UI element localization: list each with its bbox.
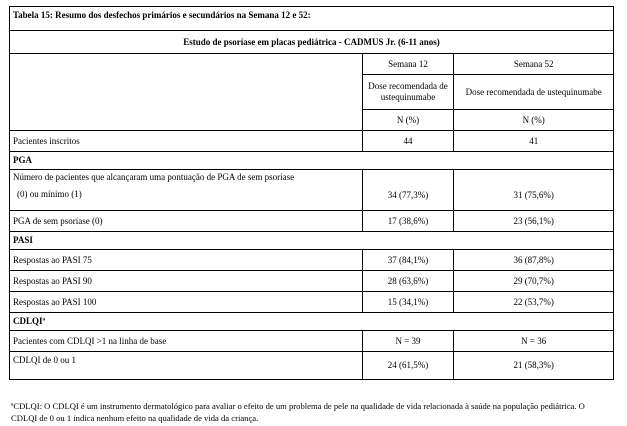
row-label: CDLQI de 0 ou 1	[10, 352, 363, 380]
table-row	[10, 331, 614, 352]
table-row	[10, 131, 614, 152]
row-label	[10, 170, 363, 211]
week-52-value: 41	[454, 131, 614, 152]
week-52-unit: N (%)	[454, 110, 614, 131]
outcomes-table	[9, 6, 614, 380]
table-row	[10, 292, 614, 313]
study-title-row	[10, 31, 614, 54]
section-header-pasi: PASI	[10, 232, 614, 250]
week-52-value: 23 (56,1%)	[454, 211, 614, 232]
week-52-dose: Dose recomendada de ustequinumabe	[454, 75, 614, 110]
week-52-header: Semana 52	[454, 54, 614, 75]
week-52-value: 29 (70,7%)	[454, 271, 614, 292]
week-12-value: 34 (77,3%)	[362, 170, 454, 211]
table-row	[10, 170, 614, 211]
row-label: Respostas ao PASI 75	[10, 250, 363, 271]
row-label-line: (0) ou mínimo (1)	[17, 189, 82, 199]
table-row	[10, 211, 614, 232]
section-header-cdlqi: CDLQIª	[10, 313, 614, 331]
section-row	[10, 232, 614, 250]
section-header-pga: PGA	[10, 152, 614, 170]
row-label: Respostas ao PASI 100	[10, 292, 363, 313]
week-12-header: Semana 12	[362, 54, 454, 75]
row-label: Pacientes com CDLQI >1 na linha de base	[10, 331, 363, 352]
week-12-value: 24 (61,5%)	[362, 352, 454, 380]
row-label: PGA de sem psoríase (0)	[10, 211, 363, 232]
week-12-value: 28 (63,6%)	[362, 271, 454, 292]
week-52-value: 36 (87,8%)	[454, 250, 614, 271]
section-row	[10, 313, 614, 331]
row-label: Respostas ao PASI 90	[10, 271, 363, 292]
week-12-unit: N (%)	[362, 110, 454, 131]
week-12-value: 15 (34,1%)	[362, 292, 454, 313]
week-52-value: N = 36	[454, 331, 614, 352]
table-row	[10, 352, 614, 380]
row-label: Pacientes inscritos	[10, 131, 363, 152]
week-header-row	[10, 54, 614, 75]
week-12-value: N = 39	[362, 331, 454, 352]
row-label-line: Número de pacientes que alcançaram uma pontuação de PGA de sem psoríase	[13, 172, 295, 182]
week-12-value: 37 (84,1%)	[362, 250, 454, 271]
footnote: ªCDLQI: O CDLQI é um instrumento dermatológico para avaliar o efeito de um problema de pele na qualidade de vida relacionada à saúde na população pediátrica. O CDLQI de 0 ou 1 indica nenhum efeito na qualidade de vida da criança.	[11, 401, 585, 423]
table-row	[10, 271, 614, 292]
section-row	[10, 152, 614, 170]
week-52-value: 31 (75,6%)	[454, 170, 614, 211]
document	[9, 6, 614, 424]
week-52-value: 22 (53,7%)	[454, 292, 614, 313]
table-caption: Tabela 15: Resumo dos desfechos primários e secundários na Semana 12 e 52:	[10, 7, 614, 31]
study-title: Estudo de psoríase em placas pediátrica - CADMUS Jr. (6-11 anos)	[10, 31, 614, 54]
caption-row	[10, 7, 614, 31]
week-12-value: 44	[362, 131, 454, 152]
header-blank-cell	[10, 54, 363, 131]
week-12-dose: Dose recomendada de ustequinumabe	[362, 75, 454, 110]
week-52-value: 21 (58,3%)	[454, 352, 614, 380]
week-12-value: 17 (38,6%)	[362, 211, 454, 232]
table-row	[10, 250, 614, 271]
